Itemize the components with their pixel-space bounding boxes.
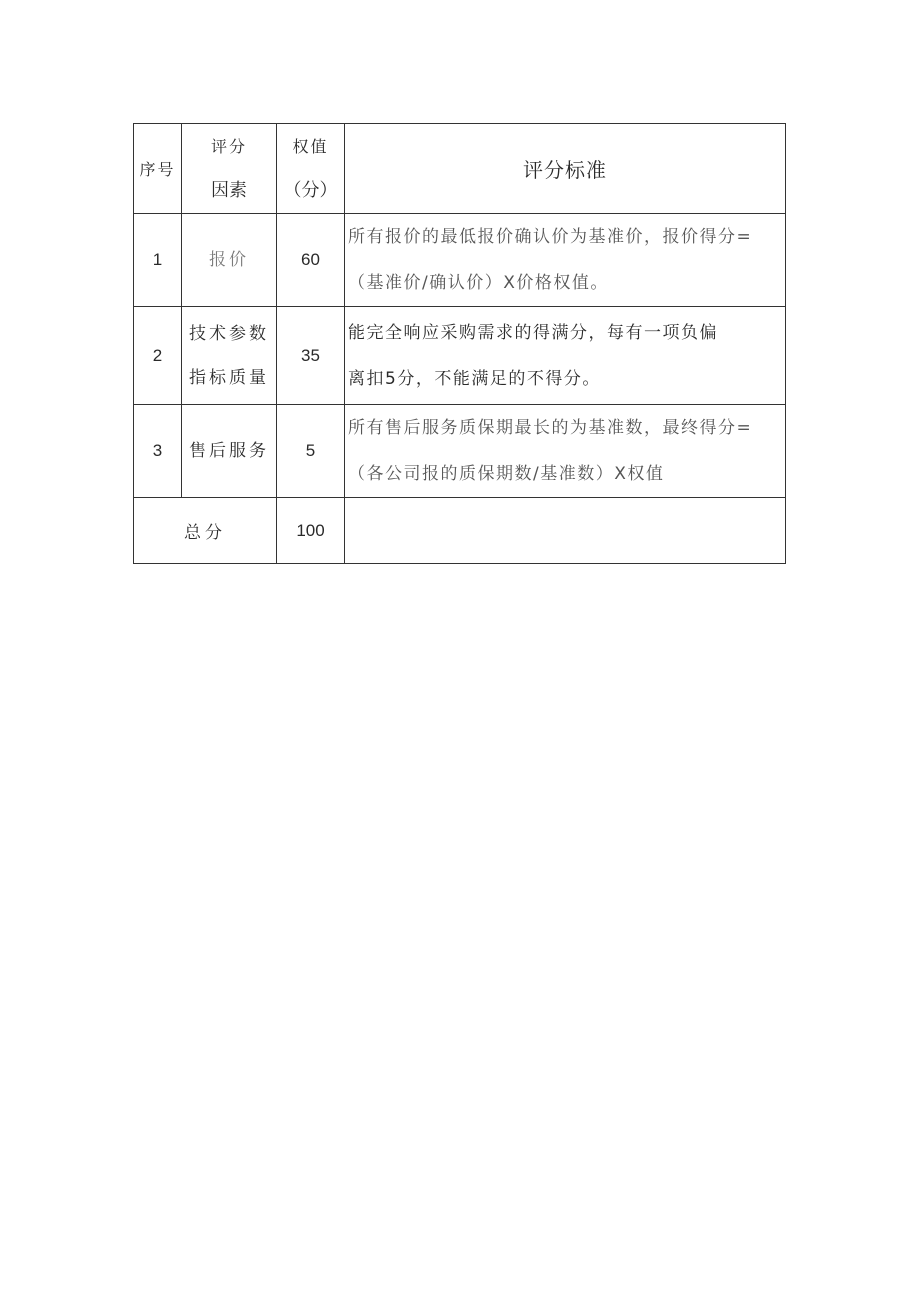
scoring-table — [133, 123, 786, 564]
row-criteria-cell — [345, 405, 786, 498]
header-index: 序号 — [139, 160, 176, 179]
row-criteria-cell — [345, 307, 786, 405]
row-criteria-line1: 能完全响应采购需求的得满分，每有一项负偏 — [348, 322, 718, 343]
row-factor-cell — [182, 307, 277, 405]
total-weight: 100 — [277, 498, 345, 564]
row-factor-cell — [182, 214, 277, 307]
header-weight-line1: 权值 — [292, 136, 329, 156]
row-index: 3 — [134, 405, 182, 498]
header-factor-line1: 评分 — [210, 136, 247, 156]
row-criteria-line2: 离扣5分，不能满足的不得分。 — [348, 368, 601, 389]
header-weight-cell — [277, 124, 345, 214]
row-factor: 报价 — [209, 250, 249, 270]
header-index-cell — [134, 124, 182, 214]
row-criteria-line1: 所有报价的最低报价确认价为基准价，报价得分= — [348, 227, 753, 247]
header-criteria-cell — [345, 124, 786, 214]
row-weight: 60 — [277, 214, 345, 307]
row-criteria-cell — [345, 214, 786, 307]
table-row — [134, 405, 786, 498]
table-row — [134, 214, 786, 307]
row-index: 1 — [134, 214, 182, 307]
header-factor-line2: 因素 — [211, 179, 247, 201]
header-weight-line2: （分） — [283, 179, 338, 201]
header-criteria: 评分标准 — [523, 158, 607, 182]
row-criteria-line2: （各公司报的质保期数/基准数）X权值 — [348, 464, 665, 484]
row-weight: 35 — [277, 307, 345, 405]
total-label-cell — [134, 498, 277, 564]
total-row — [134, 498, 786, 564]
table-header-row — [134, 124, 786, 214]
total-label: 总分 — [184, 523, 226, 543]
row-index: 2 — [134, 307, 182, 405]
row-criteria-line2: （基准价/确认价）X价格权值。 — [348, 273, 609, 293]
row-weight: 5 — [277, 405, 345, 498]
total-criteria — [345, 498, 786, 564]
row-factor-cell — [182, 405, 277, 498]
row-factor-line2: 指标质量 — [189, 367, 269, 388]
table-row — [134, 307, 786, 405]
header-factor-cell — [182, 124, 277, 214]
row-criteria-line1: 所有售后服务质保期最长的为基准数，最终得分= — [348, 418, 753, 438]
row-factor: 售后服务 — [189, 441, 269, 461]
row-factor-line1: 技术参数 — [189, 323, 269, 344]
